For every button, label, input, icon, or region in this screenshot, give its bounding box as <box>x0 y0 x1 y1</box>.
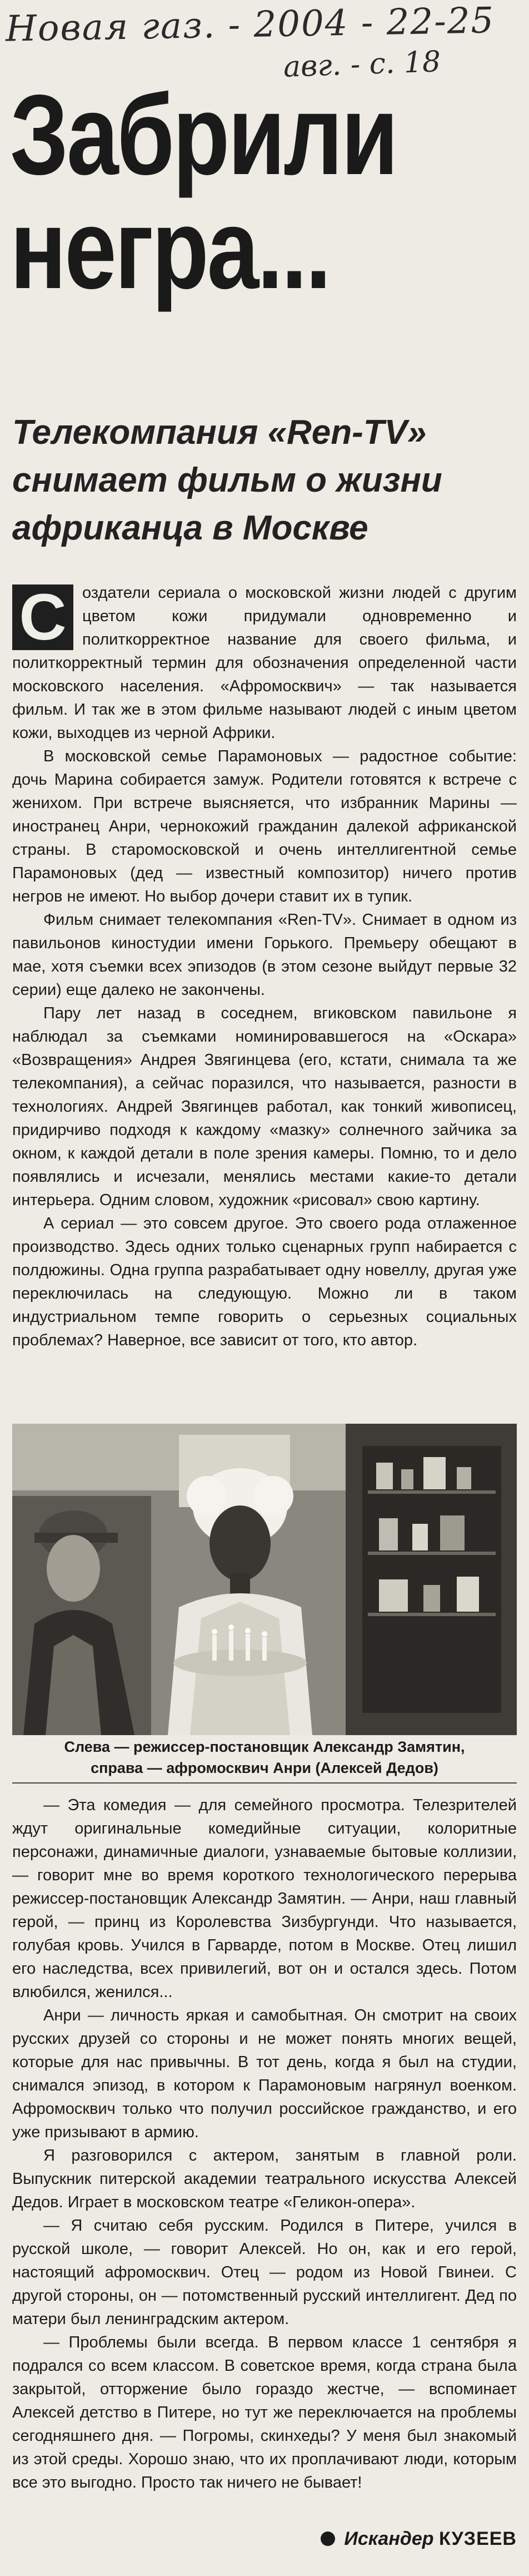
paragraph: Я разговорился с актером, занятым в главной роли. Выпускник питерской академии театрального искусства Алексей Дедов. Играет в московском театре «Геликон-опера». <box>12 2147 517 2211</box>
paragraph: Фильм снимает телекомпания «Ren-TV». Снимает в одном из павильонов киностудии имени Горького. Премьеру обещают в мае, хотя съемки всех эпизодов (в этом сезоне выйдут первые 32 серии) еще далеко не закончены. <box>12 911 517 999</box>
article-body-bottom <box>12 1794 517 2500</box>
paragraph: Пару лет назад в соседнем, вгиковском павильоне я наблюдал за съемками номинировавшегося на «Оскара» «Возвращения» Андрея Звягинцева (его, кстати, снимала та же телекомпания), а сейчас поразился, что называется, разности в технологиях. Андрей Звягинцев работал, как тонкий живописец, придирчиво подходя к каждому «мазку» солнечного зайчика за окном, к каждой детали в поле зрения камеры. Помню, то и дело появлялись и исчезали, менялись местами какие-то детали интерьера. Одним словом, художник «рисовал» свою картину. <box>12 1004 517 1209</box>
bullet-icon <box>321 2532 335 2546</box>
article-subtitle <box>12 409 518 552</box>
article-body-top <box>12 581 517 1421</box>
author-signature <box>244 2519 517 2558</box>
paragraph: В московской семье Парамоновых — радостное событие: дочь Марина собирается замуж. Родители готовятся к встрече с женихом. При встрече выясняется, что избранник Марины — иностранец Анри, чернокожий гражданин далекой африканской страны. В старомосковской и очень интеллигентной семье Парамоновых (дед — известный композитор) ничего против негров не имеют. Но выбор дочери ставит их в тупик. <box>12 747 517 905</box>
caption-line2: справа — афромосквич Анри (Алексей Дедов) <box>91 1760 438 1776</box>
author-first-name: Искандер <box>344 2528 434 2549</box>
paragraph: — Эта комедия — для семейного просмотра. Телезрителей ждут оригинальные комедийные ситуации, колоритные персонажи, динамичные диалоги, узнаваемые бытовые коллизии, — говорит мне во время короткого технологического перерыва режиссер-постановщик Александр Замятин. — Анри, наш главный герой, — принц из Королевства Зизбургунди. Что называется, голубая кровь. Учился в Гарварде, потом в Москве. Отец лишил его наследства, всех привилегий, вот он и остался здесь. Потом влюбился, женился... <box>12 1796 517 2001</box>
paragraph: А сериал — это совсем другое. Это своего рода отлаженное производство. Здесь одних только сценарных групп набирается с полдюжины. Одна группа разрабатывает одну новеллу, другая уже переключилась на следующую. Можно ли в таком индустриальном темпе говорить о серьезных социальных проблемах? Наверное, все зависит от того, кто автор. <box>12 1215 517 1349</box>
subtitle-line1: Телекомпания «Ren-TV» <box>12 413 427 452</box>
paragraph: — Я считаю себя русским. Родился в Питере, учился в русской школе, — говорит Алексей. Но он, как и его герой, настоящий афромосквич. Отец — родом из Новой Гвинеи. С другой стороны, он — потомственный русский интеллигент. Дед по матери был ленинградским актером. <box>12 2217 517 2328</box>
caption-line1: Слева — режиссер-постановщик Александр Замятин, <box>64 1738 465 1755</box>
paragraph: — Проблемы были всегда. В первом классе 1 сентября я подрался со всем классом. В советское время, когда страна была закрытой, отторжение было гораздо жестче, — вспоминает Алексей детство в Питере, но тут же переключается на проблемы сегодняшнего дня. — Погромы, скинхеды? У меня был знакомый из этой среды. Хорошо знаю, что их проплачивают люди, которым все это выгодно. Просто так ничего не бывает! <box>12 2334 517 2491</box>
photo-illustration <box>12 1424 517 1735</box>
article-photo <box>12 1424 517 1735</box>
photo-caption <box>12 1736 517 1779</box>
article-headline <box>10 71 429 313</box>
paragraph: Анри — личность яркая и самобытная. Он смотрит на своих русских друзей со стороны и не может понять многих вещей, которые для нас привычны. В тот день, когда я был на студии, снимался эпизод, в котором к Парамоновым нагрянул военком. Афромосквич только что получил российское гражданство, и его уже призывают в армию. <box>12 2007 517 2141</box>
paragraph-text: оздатели сериала о московской жизни людей с другим цветом кожи придумали одновременно и политкорректное название для своего фильма, и политкорректный термин для обозначения определенной части московского населения. «Афромосквич» — так называется фильм. И так же в этом фильме называют людей с иным цветом кожи, выходцев из черной Африки. <box>12 584 517 742</box>
paragraph <box>12 581 517 745</box>
headline-line1: Забрили <box>10 71 397 199</box>
subtitle-line2: снимает фильм о жизни <box>12 461 442 499</box>
caption-divider <box>12 1782 517 1784</box>
headline-line2: негра... <box>10 185 330 313</box>
subtitle-line3: африканца в Москве <box>12 509 368 547</box>
dropcap-letter: С <box>12 584 73 650</box>
handwritten-note-line1: Новая газ. - 2004 - 22-25 <box>5 0 495 50</box>
handwritten-note-line2: авг. - с. 18 <box>283 45 442 84</box>
author-surname: КУЗЕЕВ <box>439 2528 517 2549</box>
